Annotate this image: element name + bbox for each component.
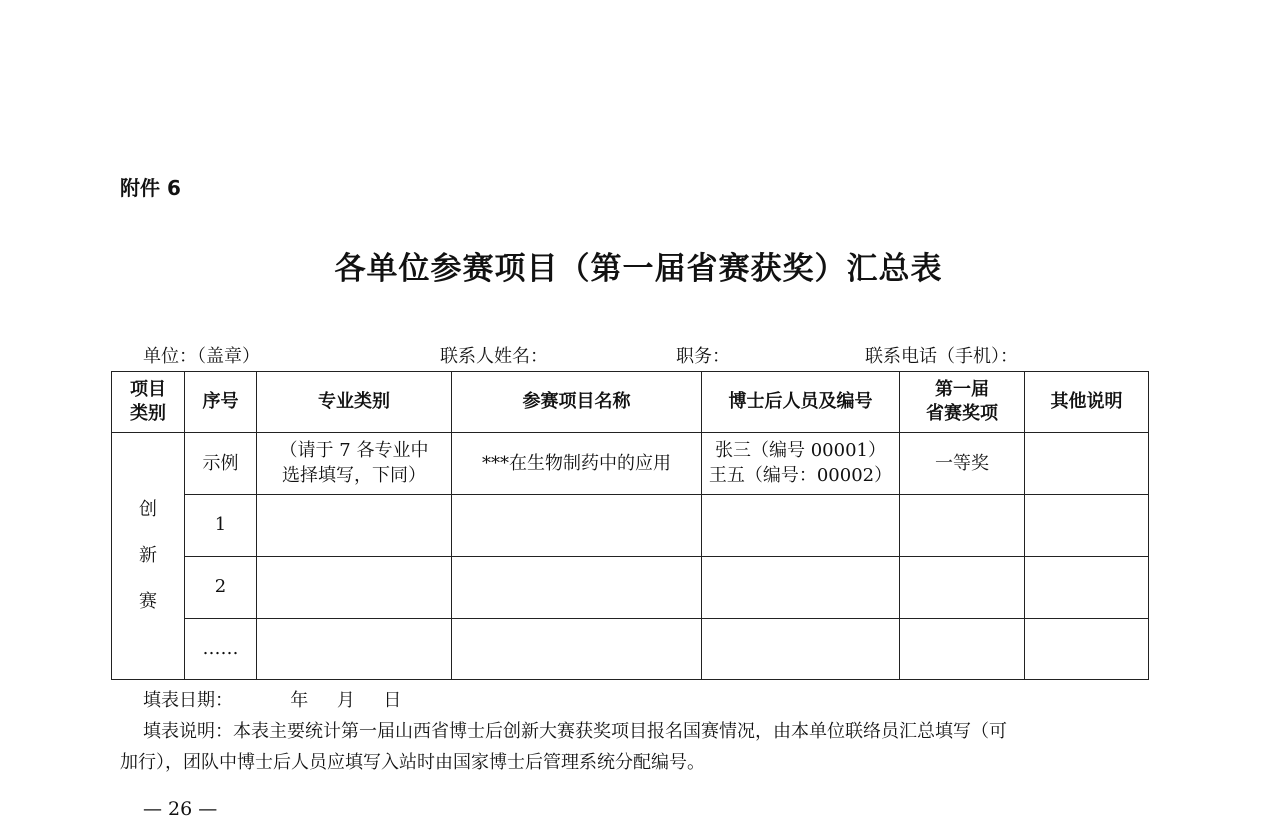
position-label: 职务： [676,346,730,367]
header-postdoc: 博士后人员及编号 [702,372,900,433]
row-seq: …… [185,618,257,679]
example-postdoc: 张三（编号 00001） 王五（编号：00002） [702,433,900,495]
page-number: — 26 — [143,798,218,820]
document-title: 各单位参赛项目（第一届省赛获奖）汇总表 [334,251,943,287]
table-row [112,495,1149,556]
fill-note-line2: 加行），团队中博士后人员应填写入站时由国家博士后管理系统分配编号。 [120,752,705,773]
row-seq: 2 [185,556,257,618]
table-header-row [112,372,1149,433]
row-seq: 1 [185,495,257,556]
header-project: 参赛项目名称 [452,372,702,433]
unit-field-label: 单位：（盖章） [143,346,260,367]
example-award: 一等奖 [900,433,1025,495]
fill-note-line1: 填表说明：本表主要统计第一届山西省博士后创新大赛获奖项目报名国赛情况，由本单位联络员汇总填写（可 [143,721,1007,742]
header-seq: 序号 [185,372,257,433]
header-award: 第一届 省赛奖项 [900,372,1025,433]
table-row-example [112,433,1149,495]
phone-label: 联系电话（手机）： [865,346,1018,367]
summary-table [111,371,1149,680]
example-project: ***在生物制药中的应用 [452,433,702,495]
table-row [112,618,1149,679]
table-row [112,556,1149,618]
header-category: 项目 类别 [112,372,185,433]
fill-date-label: 填表日期： 年 月 日 [143,690,402,711]
header-other: 其他说明 [1025,372,1149,433]
header-major: 专业类别 [257,372,452,433]
example-other [1025,433,1149,495]
annex-label: 附件 6 [120,176,181,200]
category-cell: 创 新 赛 [112,433,185,680]
example-seq: 示例 [185,433,257,495]
example-major: （请于 7 各专业中 选择填写，下同） [257,433,452,495]
contact-name-label: 联系人姓名： [440,346,548,367]
